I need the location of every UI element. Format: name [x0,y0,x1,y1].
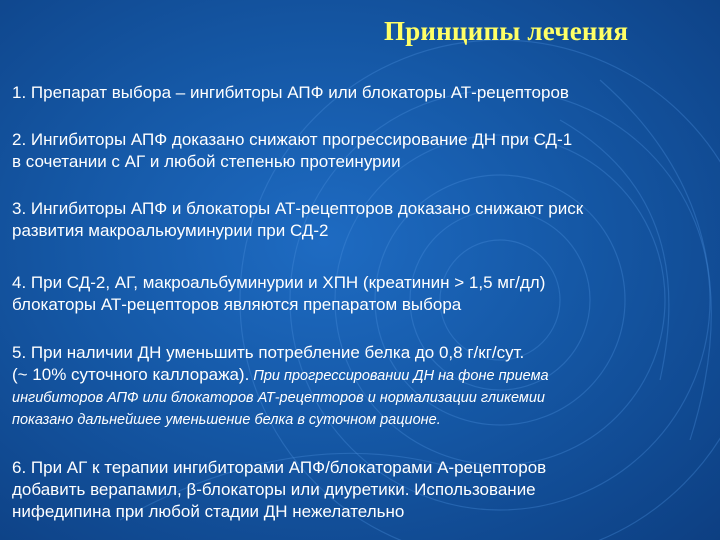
item-1-line-1: 1. Препарат выбора – ингибиторы АПФ или блокаторы АТ-рецепторов [12,83,569,102]
item-5-line-2-regular: (~ 10% суточного каллоража). [12,365,250,384]
principle-item-2 [12,129,572,173]
item-6-line-2: добавить верапамил, β-блокаторы или диуретики. Использование [12,480,536,499]
item-4-line-2: блокаторы АТ-рецепторов являются препаратом выбора [12,295,462,314]
item-5-italic-tail: При прогрессировании ДН на фоне приема [249,368,549,384]
item-6-line-1: 6. При АГ к терапии ингибиторами АПФ/блокаторами А-рецепторов [12,458,547,477]
item-5-italic-line-1: ингибиторов АПФ или блокаторов АТ-рецепторов и нормализации гликемии [12,390,545,406]
item-2-line-1: 2. Ингибиторы АПФ доказано снижают прогрессирование ДН при СД-1 [12,130,573,149]
item-3-line-2: развития макроальюуминурии при СД-2 [12,221,329,240]
principle-item-5 [12,342,549,431]
item-5-line-2 [12,364,549,387]
principle-item-1 [12,82,569,104]
principle-item-6 [12,457,546,523]
principle-item-3 [12,198,583,242]
slide-title: Принципы лечения [384,16,629,46]
item-4-line-1: 4. При СД-2, АГ, макроальбуминурии и ХПН (креатинин > 1,5 мг/дл) [12,273,546,292]
item-2-line-2: в сочетании с АГ и любой степенью протеинурии [12,152,401,171]
item-6-line-3: нифедипина при любой стадии ДН нежелательно [12,502,405,521]
item-5-italic-line-2: показано дальнейшее уменьшение белка в суточном рационе. [12,412,441,428]
item-5-line-1: 5. При наличии ДН уменьшить потребление белка до 0,8 г/кг/сут. [12,343,525,362]
item-3-line-1: 3. Ингибиторы АПФ и блокаторы АТ-рецепторов доказано снижают риск [12,199,584,218]
principle-item-4 [12,272,545,316]
